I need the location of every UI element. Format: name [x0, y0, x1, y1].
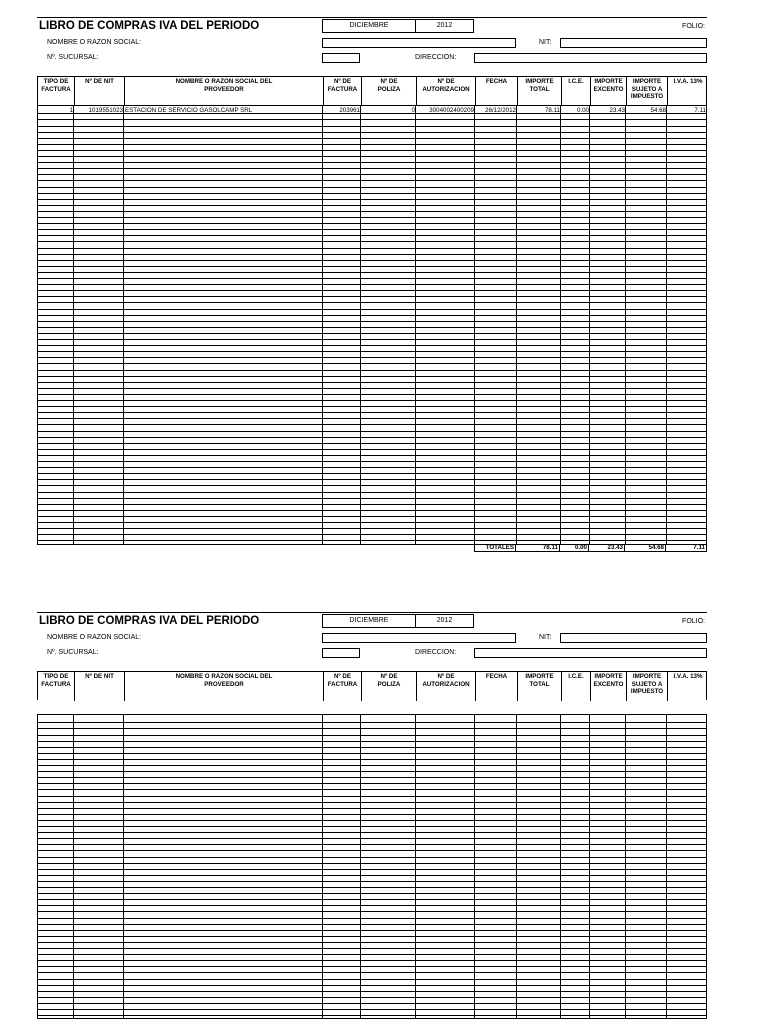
- row-rule: [38, 783, 706, 784]
- row-rule: [38, 376, 706, 377]
- row-rule: [38, 1015, 706, 1016]
- row-rule: [38, 887, 706, 888]
- razon-social-label: NOMBRE O RAZON SOCIAL:: [47, 39, 142, 46]
- nit-label: NIT:: [539, 634, 552, 641]
- column-rule: [666, 106, 667, 544]
- row-rule: [38, 187, 706, 188]
- total-excento: 23.43: [589, 544, 625, 552]
- row-rule: [38, 180, 706, 181]
- row-rule: [38, 168, 706, 169]
- row-rule: [38, 522, 706, 523]
- column-rule: [560, 106, 561, 544]
- row-rule: [38, 966, 706, 967]
- row-1-autorizacion: 3004002400209: [429, 107, 474, 114]
- row-rule: [38, 223, 706, 224]
- row-rule: [38, 193, 706, 194]
- row-rule: [38, 498, 706, 499]
- razon-social-field[interactable]: [322, 38, 516, 48]
- row-rule: [38, 113, 706, 114]
- razon-social-field[interactable]: [322, 633, 516, 643]
- row-rule: [38, 162, 706, 163]
- col-header-sujeto: IMPORTE SUJETO A IMPUESTO: [626, 77, 667, 106]
- row-rule: [38, 741, 706, 742]
- row-rule: [38, 345, 706, 346]
- col-header-ice: I.C.E.: [561, 77, 590, 106]
- row-rule: [38, 844, 706, 845]
- nit-label: NIT:: [539, 39, 552, 46]
- row-rule: [38, 205, 706, 206]
- razon-social-label: NOMBRE O RAZON SOCIAL:: [47, 634, 142, 641]
- row-rule: [38, 467, 706, 468]
- col-header-tipo: TIPO DE FACTURA: [41, 673, 71, 688]
- row-rule: [38, 1009, 706, 1010]
- row-1-importe-total: 78.11: [544, 107, 560, 114]
- col-header-poliza: Nº DE POLIZA: [361, 672, 416, 701]
- row-rule: [38, 406, 706, 407]
- col-header-factura: Nº DE FACTURA: [323, 672, 361, 701]
- row-rule: [38, 924, 706, 925]
- col-header-sujeto: IMPORTE SUJETO A IMPUESTO: [626, 672, 667, 701]
- row-1-sujeto: 54.68: [650, 107, 666, 114]
- row-rule: [38, 388, 706, 389]
- row-rule: [38, 363, 706, 364]
- row-rule: [38, 473, 706, 474]
- row-rule: [38, 796, 706, 797]
- row-rule: [38, 126, 706, 127]
- row-1-proveedor: ESTACION DE SERVICIO GASOLCAMP SRL: [125, 107, 253, 114]
- column-header: [37, 76, 707, 105]
- totals-label: TOTALES: [474, 544, 516, 552]
- row-rule: [38, 290, 706, 291]
- col-header-iva: I.V.A. 13%: [667, 77, 708, 106]
- top-rule: [37, 17, 707, 18]
- row-rule: [38, 302, 706, 303]
- row-rule: [38, 485, 706, 486]
- column-rule: [516, 106, 517, 544]
- row-1-tipo: 1: [69, 107, 73, 114]
- row-rule: [38, 516, 706, 517]
- col-header-nit: Nº DE NIT: [74, 77, 124, 106]
- row-rule: [38, 918, 706, 919]
- column-header: [37, 671, 707, 700]
- row-rule: [38, 838, 706, 839]
- row-rule: [38, 272, 706, 273]
- col-header-nit: Nº DE NIT: [74, 672, 124, 701]
- col-header-autorizacion: Nº DE AUTORIZACION: [416, 77, 475, 106]
- col-header-excento: IMPORTE EXCENTO: [590, 672, 626, 701]
- row-rule: [38, 278, 706, 279]
- column-rule: [360, 106, 361, 544]
- column-rule: [625, 106, 626, 544]
- total-ice: 0.00: [560, 544, 589, 552]
- row-rule: [38, 893, 706, 894]
- row-rule: [38, 869, 706, 870]
- direccion-field[interactable]: [474, 648, 707, 658]
- row-rule: [38, 930, 706, 931]
- row-rule: [38, 972, 706, 973]
- row-rule: [38, 504, 706, 505]
- row-rule: [38, 235, 706, 236]
- column-rule: [415, 106, 416, 544]
- row-rule: [38, 217, 706, 218]
- nit-field[interactable]: [560, 633, 707, 643]
- col-header-fecha: FECHA: [475, 77, 517, 106]
- row-rule: [38, 510, 706, 511]
- sucursal-field[interactable]: [322, 648, 360, 658]
- row-1-iva: 7.11: [694, 107, 706, 114]
- col-header-tipo: TIPO DE FACTURA: [41, 78, 71, 93]
- direccion-label: DIRECCION:: [415, 649, 457, 656]
- row-rule: [38, 911, 706, 912]
- row-rule: [38, 455, 706, 456]
- col-header-importe-total: IMPORTE TOTAL: [517, 672, 561, 701]
- row-rule: [38, 991, 706, 992]
- column-rule: [123, 106, 124, 544]
- row-rule: [38, 936, 706, 937]
- row-rule: [38, 808, 706, 809]
- entries-table: [37, 105, 707, 545]
- column-rule: [474, 106, 475, 544]
- col-header-autorizacion: Nº DE AUTORIZACION: [416, 672, 475, 701]
- row-rule: [38, 199, 706, 200]
- row-rule: [38, 802, 706, 803]
- row-rule: [38, 351, 706, 352]
- row-rule: [38, 747, 706, 748]
- row-rule: [38, 832, 706, 833]
- row-rule: [38, 260, 706, 261]
- row-rule: [38, 954, 706, 955]
- row-rule: [38, 424, 706, 425]
- row-rule: [38, 211, 706, 212]
- row-rule: [38, 528, 706, 529]
- row-rule: [38, 357, 706, 358]
- month-field[interactable]: DICIEMBRE: [322, 19, 416, 33]
- row-rule: [38, 777, 706, 778]
- row-rule: [38, 997, 706, 998]
- row-rule: [38, 759, 706, 760]
- month-field[interactable]: DICIEMBRE: [322, 614, 416, 628]
- row-rule: [38, 119, 706, 120]
- direccion-label: DIRECCION:: [415, 54, 457, 61]
- row-rule: [38, 431, 706, 432]
- column-rule: [589, 106, 590, 544]
- ledger-title: LIBRO DE COMPRAS IVA DEL PERIODO: [39, 615, 260, 627]
- col-header-iva: I.V.A. 13%: [667, 672, 708, 701]
- row-rule: [38, 771, 706, 772]
- row-rule: [38, 899, 706, 900]
- row-rule: [38, 820, 706, 821]
- row-rule: [38, 138, 706, 139]
- sucursal-field[interactable]: [322, 53, 360, 63]
- row-rule: [38, 333, 706, 334]
- row-rule: [38, 229, 706, 230]
- row-rule: [38, 850, 706, 851]
- row-rule: [38, 479, 706, 480]
- row-rule: [38, 753, 706, 754]
- row-rule: [38, 728, 706, 729]
- row-rule: [38, 857, 706, 858]
- row-rule: [38, 174, 706, 175]
- col-header-proveedor: NOMBRE O RAZON SOCIAL DEL PROVEEDOR: [124, 672, 323, 701]
- row-rule: [38, 942, 706, 943]
- row-rule: [38, 321, 706, 322]
- row-rule: [38, 1003, 706, 1004]
- row-rule: [38, 735, 706, 736]
- year-field[interactable]: 2012: [415, 614, 474, 628]
- row-1-factura: 203961: [339, 107, 360, 114]
- row-rule: [38, 960, 706, 961]
- row-rule: [38, 765, 706, 766]
- row-rule: [38, 150, 706, 151]
- row-1-poliza: 0: [411, 107, 415, 114]
- row-rule: [38, 789, 706, 790]
- row-rule: [38, 156, 706, 157]
- row-rule: [38, 370, 706, 371]
- row-rule: [38, 144, 706, 145]
- column-rule: [73, 106, 74, 544]
- row-rule: [38, 437, 706, 438]
- row-rule: [38, 449, 706, 450]
- row-rule: [38, 309, 706, 310]
- row-rule: [38, 296, 706, 297]
- row-rule: [38, 266, 706, 267]
- row-rule: [38, 315, 706, 316]
- row-rule: [38, 412, 706, 413]
- row-rule: [38, 905, 706, 906]
- row-rule: [38, 394, 706, 395]
- row-1-fecha: 26/12/2012: [485, 107, 516, 114]
- col-header-poliza: Nº DE POLIZA: [361, 77, 416, 106]
- sucursal-label: Nº. SUCURSAL:: [47, 54, 99, 61]
- folio-label: FOLIO:: [682, 23, 705, 30]
- row-rule: [38, 881, 706, 882]
- nit-field[interactable]: [560, 38, 707, 48]
- ledger-title: LIBRO DE COMPRAS IVA DEL PERIODO: [39, 20, 260, 32]
- row-rule: [38, 948, 706, 949]
- col-header-importe-total: IMPORTE TOTAL: [517, 77, 561, 106]
- year-field[interactable]: 2012: [415, 19, 474, 33]
- row-rule: [38, 418, 706, 419]
- row-rule: [38, 382, 706, 383]
- row-rule: [38, 284, 706, 285]
- row-rule: [38, 722, 706, 723]
- row-rule: [38, 985, 706, 986]
- row-rule: [38, 327, 706, 328]
- column-rule: [322, 106, 323, 544]
- row-rule: [38, 814, 706, 815]
- total-sujeto: 54.68: [625, 544, 666, 552]
- row-rule: [38, 339, 706, 340]
- row-rule: [38, 241, 706, 242]
- row-rule: [38, 979, 706, 980]
- row-rule: [38, 461, 706, 462]
- total-importe: 78.11: [516, 544, 560, 552]
- row-rule: [38, 132, 706, 133]
- row-rule: [38, 534, 706, 535]
- row-1-ice: 0.00: [576, 107, 589, 114]
- entries-table: [37, 714, 707, 1019]
- row-rule: [38, 254, 706, 255]
- col-header-ice: I.C.E.: [561, 672, 590, 701]
- row-rule: [38, 540, 706, 541]
- folio-label: FOLIO:: [682, 618, 705, 625]
- row-rule: [38, 492, 706, 493]
- col-header-proveedor: NOMBRE O RAZON SOCIAL DEL PROVEEDOR: [124, 77, 323, 106]
- row-rule: [38, 875, 706, 876]
- sucursal-label: Nº. SUCURSAL:: [47, 649, 99, 656]
- col-header-excento: IMPORTE EXCENTO: [590, 77, 626, 106]
- col-header-factura: Nº DE FACTURA: [323, 77, 361, 106]
- top-rule: [37, 612, 707, 613]
- row-rule: [38, 400, 706, 401]
- total-iva: 7.11: [666, 544, 707, 552]
- row-1-nit: 1019551023: [88, 107, 123, 114]
- row-rule: [38, 863, 706, 864]
- row-rule: [38, 248, 706, 249]
- row-rule: [38, 443, 706, 444]
- direccion-field[interactable]: [474, 53, 707, 63]
- row-1-excento: 23.43: [609, 107, 625, 114]
- row-rule: [38, 826, 706, 827]
- col-header-fecha: FECHA: [475, 672, 517, 701]
